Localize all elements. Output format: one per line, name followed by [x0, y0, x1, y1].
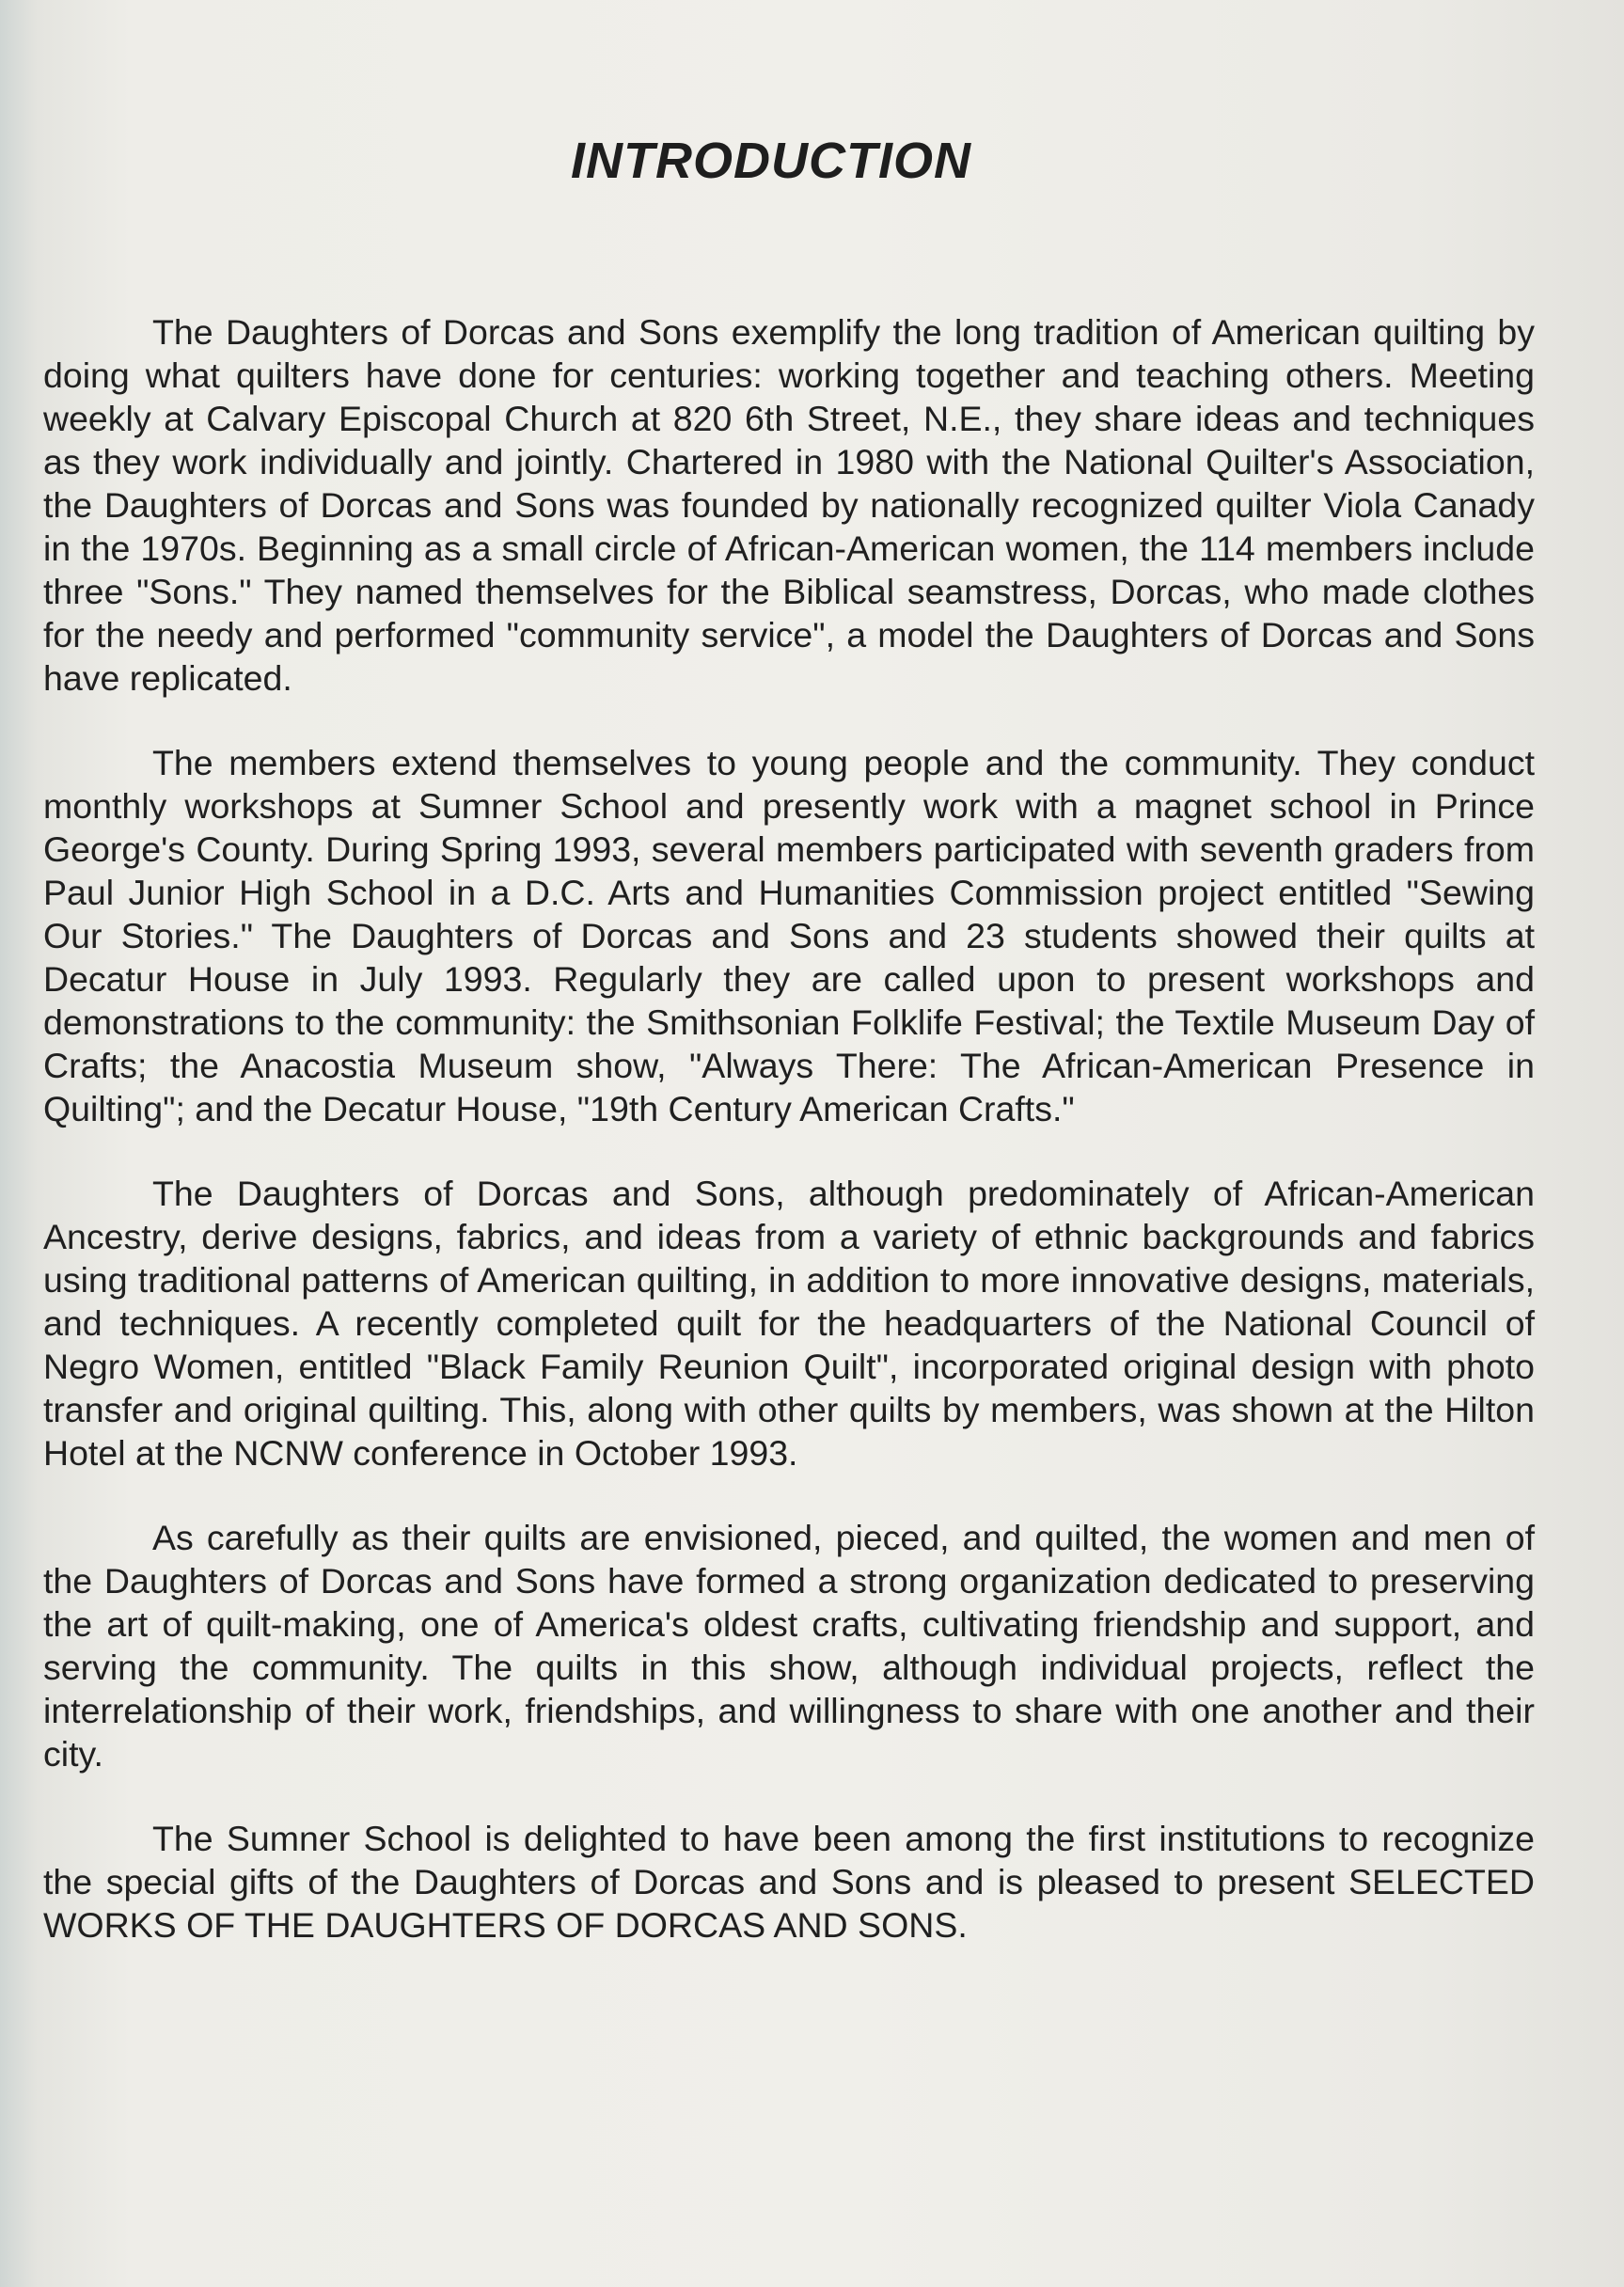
paragraph-2: The members extend themselves to young people and the community. They conduct monthly workshops at Sumner School and presently work with a magnet school in Prince George's County. During Spring 1993, several members participated with seventh graders from Paul Junior High School in a D.C. Arts and Humanities Commission project entitled "Sewing Our Stories." The Daughters of Dorcas and Sons and 23 students showed their quilts at Decatur House in July 1993. Regularly they are called upon to present workshops and demonstrations to the community: the Smithsonian Folklife Festival; the Textile Museum Day of Crafts; the Anacostia Museum show, "Always There: The African-American Presence in Quilting"; and the Decatur House, "19th Century American Crafts." — [43, 743, 1535, 1128]
page-title: INTRODUCTION — [571, 133, 971, 189]
body-text — [43, 310, 1535, 1988]
paragraph-3: The Daughters of Dorcas and Sons, although predominately of African-American Ancestry, derive designs, fabrics, and ideas from a variety of ethnic backgrounds and fabrics using traditional patterns of American quilting, in addition to more innovative designs, materials, and techniques. A recently completed quilt for the headquarters of the National Council of Negro Women, entitled "Black Family Reunion Quilt", incorporated original design with photo transfer and original quilting. This, along with other quilts by members, was shown at the Hilton Hotel at the NCNW conference in October 1993. — [43, 1174, 1535, 1473]
paragraph-1: The Daughters of Dorcas and Sons exemplify the long tradition of American quilting by doing what quilters have done for centuries: working together and teaching others. Meeting weekly at Calvary Episcopal Church at 820 6th Street, N.E., they share ideas and techniques as they work individually and jointly. Chartered in 1980 with the National Quilter's Association, the Daughters of Dorcas and Sons was founded by nationally recognized quilter Viola Canady in the 1970s. Beginning as a small circle of African-American women, the 114 members include three "Sons." They named themselves for the Biblical seamstress, Dorcas, who made clothes for the needy and performed "community service", a model the Daughters of Dorcas and Sons have replicated. — [43, 312, 1535, 698]
paragraph-5: The Sumner School is delighted to have been among the first institutions to recognize the special gifts of the Daughters of Dorcas and Sons and is pleased to present SELECTED WORKS OF THE DAUGHTERS OF DORCAS AND SONS. — [43, 1819, 1535, 1945]
paragraph-4: As carefully as their quilts are envisioned, pieced, and quilted, the women and men of the Daughters of Dorcas and Sons have formed a strong organization dedicated to preserving the art of quilt-making, one of America's oldest crafts, cultivating friendship and support, and serving the community. The quilts in this show, although individual projects, reflect the interrelationship of their work, friendships, and willingness to share with one another and their city. — [43, 1518, 1535, 1774]
